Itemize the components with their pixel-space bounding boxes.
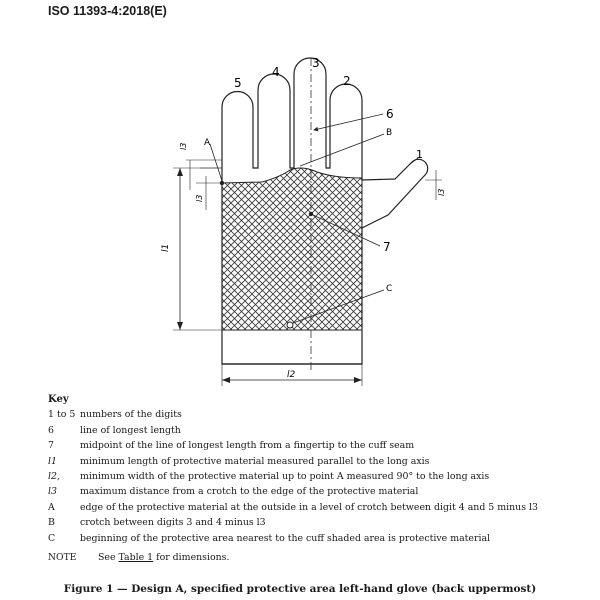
key-item: l1 minimum length of protective material measured parallel to the long axis bbox=[48, 455, 430, 467]
digit-label-5: 5 bbox=[234, 76, 242, 90]
digit-label-4: 4 bbox=[272, 65, 280, 79]
digit-label-2: 2 bbox=[343, 74, 351, 88]
key-item: C beginning of the protective area nearest to the cuff shaded area is protective material bbox=[48, 532, 491, 544]
callout-c: C bbox=[386, 284, 393, 294]
key-item: l2, minimum width of the protective material up to point A measured 90° to the long axis bbox=[48, 471, 490, 483]
digit-label-3: 3 bbox=[312, 56, 320, 70]
callout-7: 7 bbox=[383, 240, 391, 254]
note-text: See Table 1 for dimensions. bbox=[98, 552, 230, 564]
dim-l2: l2 bbox=[287, 370, 296, 380]
figure-caption: Figure 1 — Design A, specified protective area left-hand glove (back uppermost) bbox=[63, 583, 537, 595]
callout-b: B bbox=[386, 128, 393, 138]
dim-l1: l1 bbox=[161, 243, 171, 252]
key-item: 7 midpoint of the line of longest length from a fingertip to the cuff seam bbox=[48, 440, 415, 452]
digit-label-1: 1 bbox=[416, 148, 423, 161]
callout-a: A bbox=[204, 138, 211, 148]
key-item: l3 maximum distance from a crotch to the edge of the protective material bbox=[48, 486, 419, 498]
key-item: 1 to 5 numbers of the digits bbox=[48, 409, 182, 421]
document-header: ISO 11393-4:2018(E) bbox=[48, 4, 167, 18]
table-1-link[interactable]: Table 1 bbox=[118, 552, 154, 564]
key-item: 6 line of longest length bbox=[48, 424, 181, 436]
note bbox=[48, 550, 538, 565]
midpoint-7-marker bbox=[309, 212, 313, 216]
callout-6: 6 bbox=[386, 107, 394, 121]
figure-key bbox=[48, 392, 538, 565]
point-c-marker bbox=[287, 322, 293, 328]
key-item: B crotch between digits 3 and 4 minus l3 bbox=[48, 517, 266, 529]
key-item: A edge of the protective material at the outside in a level of crotch between digit 4 and 5 minus l3 bbox=[48, 501, 538, 513]
dim-l3-left: l3 bbox=[195, 194, 204, 202]
note-label: NOTE bbox=[48, 552, 77, 564]
dim-l3-thumb: l3 bbox=[437, 188, 446, 196]
dim-l3-finger: l3 bbox=[179, 142, 188, 150]
key-title: Key bbox=[48, 394, 69, 405]
